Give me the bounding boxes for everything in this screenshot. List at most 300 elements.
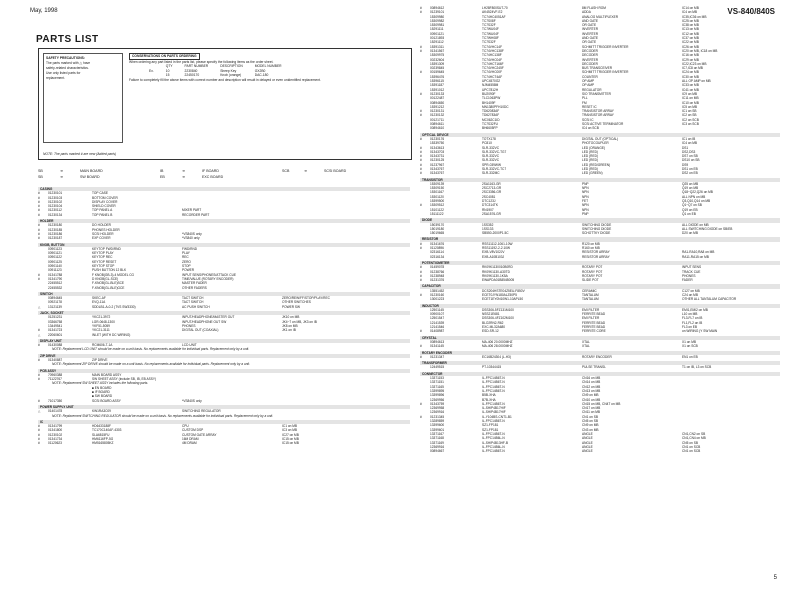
part-description: F-KNOB(GL-BLE)SCE — [92, 281, 125, 286]
part-mark: # — [38, 199, 40, 204]
part-description: TC7S32FU — [482, 122, 498, 127]
section-title: TRANSFORMER — [420, 361, 780, 365]
part-number: 15391212 — [430, 104, 445, 109]
part-remarks — [582, 255, 780, 259]
part-row — [420, 329, 780, 333]
parts-column-left — [38, 185, 410, 446]
part-remark: FERRITE BEAD — [582, 325, 606, 330]
part-description: EC16B24304 (L-H3) — [482, 354, 511, 359]
part-description: IL-FPC14B6T-N — [482, 380, 505, 385]
part-remark: CN12 on MB — [582, 384, 601, 389]
part-row — [420, 278, 780, 282]
part-remark: IC2 on SB — [682, 113, 697, 118]
part-description: KW1RA3C09 — [92, 409, 111, 414]
part-mark: # — [420, 48, 422, 53]
part-remark: RESET IC — [582, 104, 597, 109]
part-number: 01230160 — [430, 293, 445, 297]
part-remark: CUSTOM GATE ARRAY — [182, 432, 217, 437]
part-mark: # — [420, 278, 422, 283]
part-mark: # — [420, 329, 422, 334]
part-description: TC74VHC138F — [482, 48, 504, 53]
part-description: 1SS133 — [482, 226, 494, 231]
part-number: 15309981 — [430, 23, 445, 28]
part-description: PHONES HOLDER — [92, 227, 120, 232]
part-description: DCS204HSTE04Z5EU-F850V — [482, 288, 525, 293]
part-mark — [420, 126, 430, 130]
part-description: 2SC3356-GR — [482, 190, 502, 195]
part-remark: SCSI IC — [582, 117, 594, 122]
part-remark: FERRITE BEAD — [582, 312, 606, 317]
part-description: EVQ-11A — [92, 300, 106, 305]
arrow-icon: ➔ — [182, 175, 186, 179]
part-remark: JK4~7 on MB, JK3 on IB — [282, 319, 317, 324]
part-number: 15309975 — [430, 53, 445, 58]
part-remark: XTAL — [582, 344, 590, 349]
part-number: 01341788 — [48, 272, 63, 277]
part-remark: POWER — [182, 268, 195, 273]
part-remark: IC15 on MB — [282, 437, 299, 442]
part-remark: CN17 on MB — [582, 406, 601, 411]
part-remark: ZERO/REW/FF/STOP/PLAY/REC — [282, 296, 330, 301]
section-note: NOTE: Replacement ZIP DRIVE should be made on a unit basis. No replacements available for individual parts. Replacement only by a unit. — [52, 362, 250, 367]
part-remark: SIO TRANSMITTER — [582, 91, 611, 96]
part-description: TC74VHC04F — [482, 57, 503, 62]
part-description: PUSH BUTTON 12 BLK — [92, 268, 127, 273]
part-row — [38, 213, 410, 217]
part-remark: PHONES — [682, 273, 696, 278]
section-title: POWER SUPPLY UNIT — [38, 405, 410, 409]
section-note: NOTE: Replacement LCD UNIT should be made on a unit basis. No replacements available for individual parts. Replacement only by a unit. — [52, 347, 250, 352]
part-remark: COUNTER — [582, 74, 598, 79]
part-remark: ANGLE — [582, 440, 593, 445]
part-mark: # — [420, 246, 422, 251]
section-title: KNOB, BUTTON — [38, 243, 410, 247]
part-number: 13001223 — [430, 297, 445, 302]
part-description: IL-FPC14B6T-N — [482, 384, 505, 389]
section-title: RESISTOR — [420, 237, 780, 241]
section-title: POTENTIOMETER — [420, 261, 780, 265]
conservation-box — [129, 53, 405, 83]
board-legend-cell — [282, 174, 304, 180]
part-number: 15399500 — [430, 199, 445, 204]
part-mark: # — [38, 437, 40, 442]
part-mark: # — [38, 377, 40, 382]
part-description: SKEC-AF — [92, 296, 106, 301]
part-description: EXP COVER — [92, 236, 111, 241]
part-description: BH1409F — [482, 100, 496, 105]
part-remark: IC12 on MB — [682, 31, 699, 36]
section-title: DISPLAY UNIT — [38, 339, 410, 343]
part-remark: LED (RED) — [582, 158, 598, 163]
board-legend-cell: IB — [160, 169, 164, 173]
part-number: 13399896 — [430, 393, 445, 398]
part-row — [420, 355, 780, 359]
part-remark: MIXER PART — [182, 208, 202, 213]
page-number: 5 — [773, 575, 777, 581]
part-remark: Q1 on EB — [682, 211, 696, 216]
part-remark: FWD/RND — [182, 246, 198, 251]
board-legend-cell — [304, 174, 384, 180]
part-remark: IC25 on MB — [682, 18, 699, 23]
part-description: NJM4558M — [482, 83, 499, 88]
part-number: 01341567 — [430, 48, 445, 53]
section-note: NOTE: Replacement SWITCHING REGULATOR should be made on a unit basis. No replacements available for individual parts. Replacement only by a unit. — [52, 413, 274, 418]
arrow-icon: ➔ — [60, 169, 64, 173]
part-mark: # — [420, 269, 422, 274]
part-remark: PLL — [582, 96, 588, 101]
board-legend-cell: SW BOARD — [80, 175, 100, 179]
part-remark: 8M FLASH ROM — [582, 6, 606, 10]
part-description: 2SA1163-GR — [482, 181, 501, 186]
part-number: 71017350 — [48, 398, 63, 403]
part-description: SZ1-FP181 — [482, 423, 499, 428]
part-remark: BUS TRANSCEIVER — [582, 66, 613, 71]
part-remark: PNP — [582, 211, 589, 216]
part-number: 01343759 — [430, 401, 445, 406]
part-remark: RA11-RA15 on MB — [682, 254, 709, 259]
part-remarks — [582, 126, 780, 130]
part-remark: SCHOTTKY DIODE — [582, 231, 611, 236]
part-remark: FERRITE CORE — [582, 329, 606, 334]
part-description: B7B-XHA — [482, 397, 496, 402]
part-description: TC7S32F — [482, 40, 496, 45]
part-number: 01230102 — [48, 432, 63, 437]
part-number: 15291111 — [430, 27, 444, 32]
part-description: TOP PANEL B — [92, 212, 113, 217]
part-mark: # — [38, 204, 40, 209]
part-remarks — [182, 213, 410, 217]
part-remark: IC24 on MB — [682, 70, 699, 75]
part-remark: *VS840S only — [182, 398, 202, 403]
part-remark: OP AMP — [582, 79, 595, 84]
part-number: 22060601 — [48, 332, 63, 337]
part-number: 00122487 — [430, 96, 445, 101]
part-number: 15019180 — [430, 226, 445, 231]
part-mark: # — [38, 227, 40, 232]
board-legend — [38, 168, 410, 180]
part-remark: CN16 on MB — [582, 376, 601, 381]
part-description: TOP CASE — [92, 191, 109, 196]
part-remark: CUSTOM DSP — [182, 428, 204, 433]
part-remark: IC1 on MB — [282, 424, 298, 429]
part-row — [38, 333, 410, 337]
part-number: 12501145 — [430, 307, 444, 312]
part-remark: AND GATE — [582, 36, 599, 41]
part-description: LGR-0648-1300 — [92, 319, 115, 324]
part-description: DSS306-4FZ102M100 — [482, 316, 514, 321]
part-remark: OTHER SWITCHES — [282, 300, 311, 305]
part-description: MA-406 28.0000MHZ — [482, 344, 513, 349]
part-mark: # — [420, 149, 422, 154]
safety-lines — [46, 61, 120, 81]
part-remark: DS1 — [682, 145, 689, 150]
part-mark — [420, 449, 430, 453]
part-number: 02316134 — [430, 254, 445, 259]
part-remark: NPN — [582, 186, 589, 191]
part-description: ECET0JYN180ALZ50P5 — [482, 293, 517, 297]
part-number: 13399601 — [430, 427, 445, 432]
part-number: 12449515 — [430, 365, 445, 370]
part-remark: CN13 on MB — [582, 388, 601, 393]
part-description: TC74VHC14F — [482, 44, 503, 49]
part-description: IL-FPC14B6T-N — [482, 431, 505, 436]
part-remark: FM — [582, 100, 587, 105]
part-description: ■ EN BOARD — [92, 385, 112, 390]
part-number: 01343613 — [430, 145, 445, 150]
arrow-icon: ➔ — [304, 169, 308, 173]
part-remark: T1 on IB, L3 on SCB — [682, 365, 712, 370]
part-row — [420, 365, 780, 369]
part-description: SB550-2000P1.5C — [482, 231, 509, 236]
part-remark: DS10 on SB — [682, 158, 700, 163]
part-description: HD6433188F — [92, 424, 111, 429]
part-remark: IC22,IC23 on MB — [682, 61, 707, 66]
part-remarks — [582, 329, 780, 333]
part-description: BOTTOM COVER — [92, 195, 118, 200]
part-remark: ALL NPN on MB — [682, 194, 706, 199]
part-description: KEYTOP PLAY — [92, 251, 114, 256]
part-number: 01341800 — [48, 428, 63, 433]
part-number: 15111122 — [430, 211, 444, 216]
part-remark: REGULATOR — [582, 87, 602, 92]
part-number: 01230132 — [430, 113, 445, 118]
section-title: ZIP DRIVE — [38, 354, 410, 358]
part-remarks — [182, 286, 410, 290]
part-number: 12369956 — [430, 397, 445, 402]
cons-cell: Ex. — [149, 68, 154, 73]
part-number: 01401478 — [48, 409, 63, 414]
part-description: PC81X — [482, 141, 493, 146]
part-remark: JK8 on MB — [282, 323, 298, 328]
section-title: PCB ASSY — [38, 369, 410, 373]
part-remark: ZERO — [182, 259, 191, 264]
part-mark: # — [38, 343, 40, 348]
part-row — [38, 441, 410, 445]
part-remark: IC9 on MB — [682, 91, 698, 96]
part-mark: △ — [38, 332, 41, 337]
part-remark: CPU — [182, 424, 189, 429]
part-description: IL-SHIP4B17HIF — [482, 406, 506, 411]
part-number: 01239101 — [430, 10, 445, 15]
board-legend-cell: MAIN BOARD — [80, 169, 103, 173]
part-number: 15391187 — [430, 83, 444, 88]
part-description: EXB-V8V102JV — [482, 250, 505, 255]
cons-cell: Sheep Key — [220, 68, 237, 73]
part-remark: SWITCHING DIODE — [582, 222, 612, 227]
part-row — [420, 231, 780, 235]
part-description: TC170C140AF-4303 — [92, 428, 122, 433]
part-description: YKF51-5059 — [92, 323, 110, 328]
part-description: RSS11112-1061-10W — [482, 241, 513, 246]
part-description: MN1380PFH10DC — [482, 104, 509, 109]
part-remark: ALL DIODE on MB — [682, 222, 709, 227]
part-number: 15101122 — [430, 207, 444, 212]
part-remark: PLAY — [182, 251, 190, 256]
part-number: 13371165 — [430, 384, 444, 389]
part-description: RK09K1130-A30TD — [482, 269, 510, 274]
part-number: 00901140 — [48, 264, 62, 269]
part-remark: NPN — [582, 194, 589, 199]
part-remark: SCHMITT TRIGGER INVERTER — [582, 70, 629, 75]
section-title: CAPACITOR — [420, 284, 780, 288]
part-number: 01230187 — [48, 236, 63, 241]
part-mark: # — [38, 236, 40, 241]
part-remark: ROTARY POT — [582, 265, 603, 270]
conservation-table — [143, 64, 288, 78]
part-remark: TANTALUM — [582, 297, 599, 302]
section-title: IC — [38, 420, 410, 424]
part-description: MA-406 20.0000MHZ — [482, 339, 513, 344]
part-remark: EMI1,EMI2 on MB — [682, 307, 708, 312]
part-remark: CN14 on MB — [582, 380, 601, 385]
part-mark: # — [420, 166, 422, 171]
part-number: 01230185 — [48, 227, 63, 232]
part-number: 00921178 — [48, 300, 62, 305]
part-mark: # — [420, 273, 422, 278]
part-remark: D20 on MB — [682, 231, 698, 236]
part-description: DTC314TK — [482, 203, 498, 208]
part-remark: ROTARY POT — [582, 269, 603, 274]
part-mark: △ — [38, 409, 41, 414]
header-model: VS-840/840S — [727, 7, 775, 16]
part-description: TC7WU04F — [482, 27, 499, 32]
part-number: 01343767 — [430, 171, 445, 176]
part-description: 1SS352 — [482, 222, 494, 227]
part-remark: IC11 on MB — [682, 96, 699, 101]
part-remark: DS9 — [682, 162, 689, 167]
part-number: 15391309 — [430, 61, 445, 66]
part-description: PT-10344415 — [482, 365, 502, 370]
cons-cell: GX2B0 — [254, 68, 266, 73]
part-mark: # — [420, 136, 422, 141]
part-description: IL-FPC14B6T-N — [482, 388, 505, 393]
part-remark: ROTARY POT — [582, 273, 603, 278]
part-number: 01251231 — [48, 315, 63, 320]
part-mark: # — [420, 154, 422, 159]
part-remark: IC29 on MB — [682, 57, 699, 62]
part-remark: EN1 on EB — [682, 354, 698, 359]
part-number: 12369916 — [430, 410, 445, 415]
part-description: TD62083AF — [482, 109, 500, 114]
part-remarks — [582, 297, 780, 301]
cons-column-header: PART NUMBER — [184, 64, 209, 69]
part-number: 01343703 — [430, 149, 445, 154]
part-remark: JK1 on IB — [282, 328, 296, 333]
part-number: 01230102 — [48, 199, 63, 204]
section-title: DIODE — [420, 218, 780, 222]
part-remark: AC PUSH SWITCH — [182, 304, 210, 309]
part-mark — [420, 365, 430, 369]
part-number: 01230131 — [430, 109, 445, 114]
part-description: KEYTOP FWD/RND — [92, 246, 121, 251]
part-remark: IC27 on MB — [282, 432, 299, 437]
part-remark: LED (RED) — [582, 154, 598, 159]
part-row — [38, 305, 410, 309]
part-number: 12141539 — [430, 320, 445, 325]
part-number: 00121893 — [430, 36, 445, 41]
part-number: 15396115 — [430, 79, 444, 84]
part-remark: OR GATE — [582, 40, 597, 45]
part-remark: on WIRING (Y SW MAIN — [682, 329, 718, 334]
part-remark: SWITCHING DIODE — [582, 226, 612, 231]
part-number: 01238766 — [430, 269, 445, 274]
part-description: SPR-039WW — [482, 162, 501, 167]
part-description: BU2090F — [482, 91, 496, 96]
part-description: RSS11192-2-2.10W — [482, 246, 511, 251]
part-remark: SCSI ACTIVE TERMINATOR — [582, 122, 624, 127]
part-mark — [420, 255, 430, 259]
part-remark: LED (RED/GREEN) — [582, 162, 611, 167]
part-mark: # — [38, 223, 40, 228]
part-remark: INPUT SENS/PHONES/ATTACK CUE — [182, 272, 237, 277]
part-remark: IC38 on MB — [682, 23, 699, 28]
part-remark: ANGLE — [582, 444, 593, 449]
part-row — [420, 344, 780, 348]
cons-cell: 2230840 — [184, 68, 198, 73]
part-description: ■ IF BOARD — [92, 390, 110, 395]
part-number: 01231376 — [430, 278, 445, 283]
part-number: 00894645 — [48, 296, 63, 301]
part-number: 00894611 — [430, 122, 444, 127]
part-mark: # — [38, 424, 40, 429]
part-remark: DS1 on EB — [682, 166, 698, 171]
part-remark: PHOTOCOUPLER — [582, 141, 609, 146]
part-description: IL-FPC14B6T-N — [482, 419, 505, 424]
part-number: 01230101 — [48, 191, 63, 196]
part-remarks — [582, 344, 780, 348]
part-description: DISPLAY COVER — [92, 199, 118, 204]
part-description: MC062C1ID — [482, 117, 500, 122]
part-description: KEYTOP STOP — [92, 264, 115, 269]
part-mark: # — [420, 44, 422, 49]
page-title: PARTS LIST — [36, 34, 99, 45]
arrow-icon: ➔ — [60, 175, 64, 179]
part-number: 01230180 — [48, 223, 63, 228]
part-description: IL-FPC14B6T-N — [482, 449, 505, 454]
part-description: SLR-332VC — [482, 158, 500, 163]
part-remark: RESISTOR ARRAY — [582, 250, 610, 255]
part-remark: DECODER — [582, 48, 598, 53]
part-number: 01341790 — [48, 276, 63, 281]
part-number: 13399600 — [430, 423, 445, 428]
part-number: 15019665 — [430, 231, 445, 236]
part-number: 01341145 — [430, 344, 444, 349]
part-remark: PNP — [582, 181, 589, 186]
part-number: 15396476 — [430, 74, 445, 79]
part-remark: IC37 on MB — [682, 36, 699, 41]
part-number: 00911123 — [48, 268, 62, 273]
part-description: DO HOLDER — [92, 223, 111, 228]
part-remarks — [182, 333, 410, 337]
part-mark: # — [420, 203, 422, 208]
part-remark: IC30 on MB — [682, 74, 699, 79]
part-remark: ANGLE — [582, 449, 593, 454]
part-remark: FADER — [682, 278, 693, 283]
part-description: RN1907 — [482, 207, 494, 212]
part-number: 01120896 — [430, 246, 444, 251]
part-row — [420, 255, 780, 259]
part-remark: FET — [582, 199, 589, 204]
part-remark: DS2,DS3 — [682, 149, 696, 154]
part-mark: # — [420, 171, 422, 176]
part-remark: IC1 on IB — [682, 136, 696, 141]
part-remark: IC16 on MB — [682, 53, 699, 58]
part-mark: # — [420, 401, 422, 406]
part-row — [420, 171, 780, 175]
part-number: 03366758 — [48, 319, 63, 324]
part-remark: LCD UNIT — [182, 343, 197, 348]
part-description: TC74HC4051AF — [482, 14, 506, 19]
